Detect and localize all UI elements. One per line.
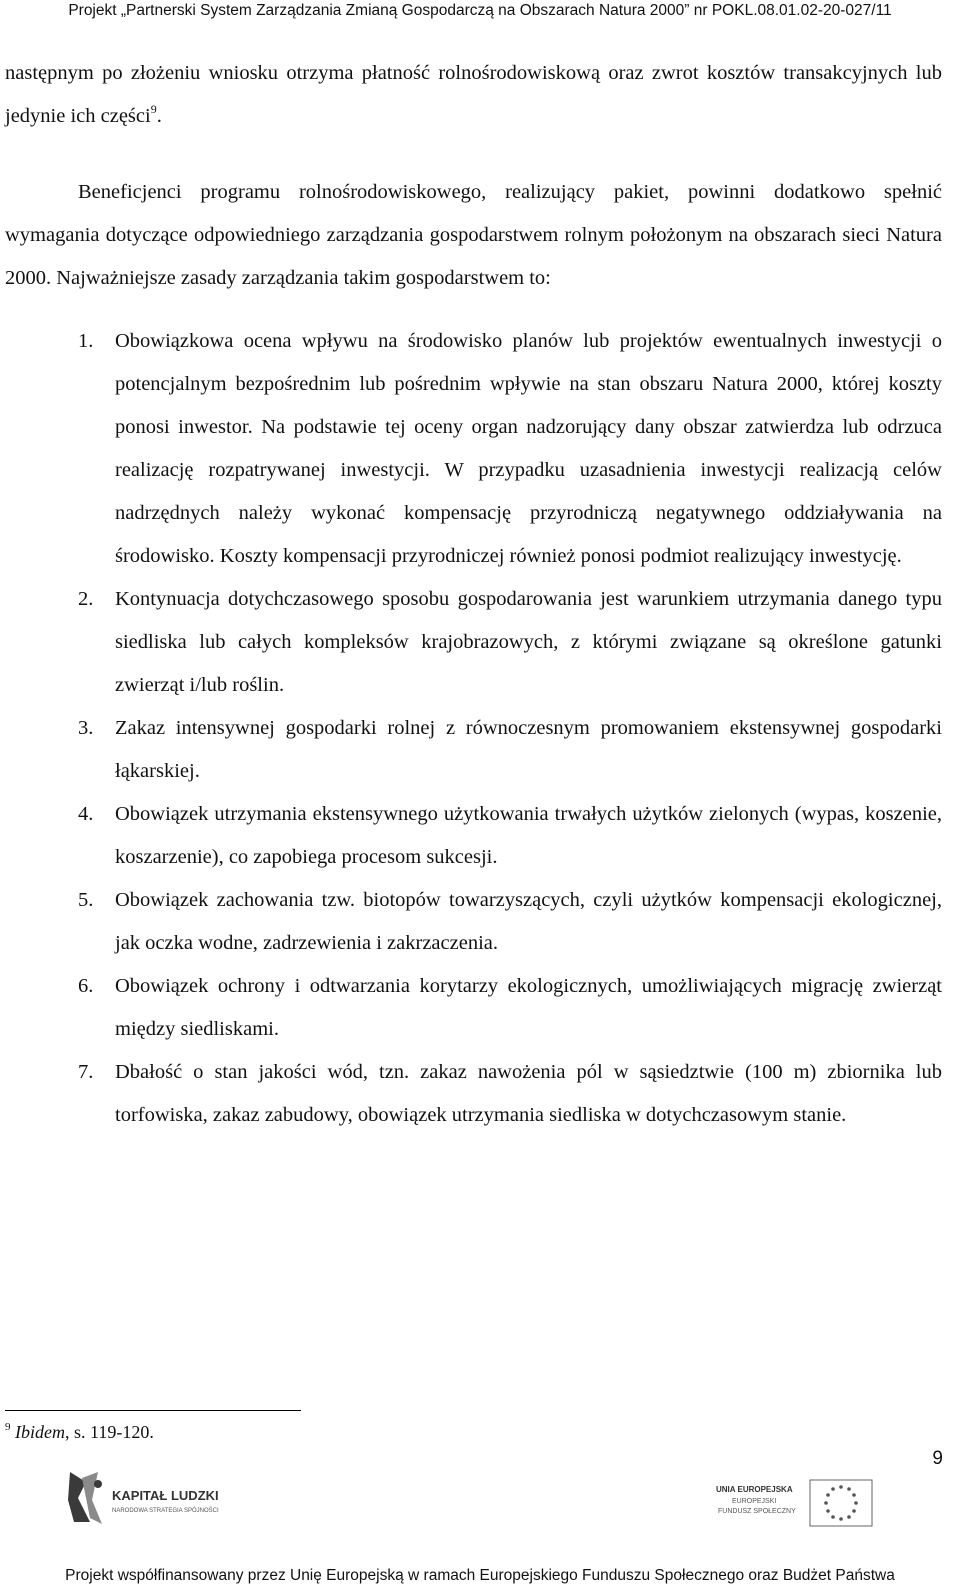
- footnote: [5, 1422, 154, 1443]
- kapital-ludzki-logo: [68, 1470, 238, 1526]
- paragraph-continuation: [5, 52, 942, 138]
- list-item-text: Obowiązkowa ocena wpływu na środowisko planów lub projektów ewentualnych inwestycji o potencjalnym bezpośrednim lub pośrednim wpływie na stan obszaru Natura 2000, której koszty ponosi inwestor. Na podstawie tej oceny organ nadzorujący dany obszar zatwierdza lub odrzuca realizację rozpatrywanej inwestycji. W przypadku uzasadnienia inwestycji realizacją celów nadrzędnych należy wykonać kompensację przyrodniczą negatywnego oddziaływania na środowisko. Koszty kompensacji przyrodniczej również ponosi podmiot realizujący inwestycję.: [115, 330, 942, 567]
- list-item: [5, 707, 942, 793]
- list-item: [5, 578, 942, 707]
- footnote-pages: , s. 119-120.: [64, 1422, 154, 1442]
- list-item: [5, 965, 942, 1051]
- list-item: [5, 879, 942, 965]
- unia-europejska-logo: [712, 1478, 878, 1530]
- list-item-text: Zakaz intensywnej gospodarki rolnej z równoczesnym promowaniem ekstensywnej gospodarki łąkarskiej.: [115, 717, 942, 782]
- list-item-number: 7.: [78, 1061, 94, 1083]
- page-header: Projekt „Partnerski System Zarządzania Zmianą Gospodarczą na Obszarach Natura 2000” nr POKL.08.01.02-20-027/11: [68, 2, 892, 19]
- list-item-number: 4.: [78, 803, 94, 825]
- list-item-number: 2.: [78, 588, 94, 610]
- list-item-number: 5.: [78, 889, 94, 911]
- management-rules-list: [5, 320, 942, 1137]
- eu-label-european: EUROPEJSKI: [732, 1498, 777, 1505]
- kapital-ludzki-subtitle: NARODOWA STRATEGIA SPÓJNOŚCI: [112, 1508, 219, 1514]
- page-number: 9: [932, 1448, 943, 1469]
- list-item: [5, 1051, 942, 1137]
- list-item-text: Obowiązek ochrony i odtwarzania korytarzy ekologicznych, umożliwiających migrację zwierząt między siedliskami.: [115, 975, 942, 1040]
- kapital-ludzki-title: KAPITAŁ LUDZKI: [112, 1488, 219, 1503]
- footnote-reference[interactable]: 9: [150, 102, 157, 116]
- paragraph-beneficiaries: Beneficjenci programu rolnośrodowiskowego, realizujący pakiet, powinni dodatkowo spełnić wymagania dotyczące odpowiedniego zarządzania gospodarstwem rolnym położonym na obszarach sieci Natura 2000. Najważniejsze zasady zarządzania takim gospodarstwem to:: [5, 181, 942, 289]
- list-item-number: 3.: [78, 717, 94, 739]
- list-item-text: Obowiązek utrzymania ekstensywnego użytkowania trwałych użytków zielonych (wypas, koszenie, koszarzenie), co zapobiega procesom sukcesji.: [115, 803, 942, 868]
- list-item: [5, 320, 942, 578]
- paragraph-period: .: [156, 105, 162, 127]
- eu-label-social-fund: FUNDUSZ SPOŁECZNY: [718, 1508, 796, 1515]
- list-item: [5, 793, 942, 879]
- paragraph-text: następnym po złożeniu wniosku otrzyma płatność rolnośrodowiskową oraz zwrot kosztów transakcyjnych lub jedynie ich części: [5, 62, 942, 127]
- eu-label-union: UNIA EUROPEJSKA: [716, 1485, 793, 1494]
- list-item-number: 6.: [78, 975, 94, 997]
- footnote-number: 9: [5, 1421, 11, 1433]
- list-item-number: 1.: [78, 330, 94, 352]
- page-footer: Projekt współfinansowany przez Unię Europejską w ramach Europejskiego Funduszu Społecznego oraz Budżet Państwa: [65, 1567, 895, 1584]
- list-item-text: Obowiązek zachowania tzw. biotopów towarzyszących, czyli użytków kompensacji ekologicznej, jak oczka wodne, zadrzewienia i zakrzaczenia.: [115, 889, 942, 954]
- list-item-text: Dbałość o stan jakości wód, tzn. zakaz nawożenia pól w sąsiedztwie (100 m) zbiornika lub torfowiska, zakaz zabudowy, obowiązek utrzymania siedliska w dotychczasowym stanie.: [115, 1061, 942, 1126]
- eu-stars-icon: [824, 1485, 858, 1521]
- footnote-source: Ibidem: [15, 1422, 65, 1442]
- list-item-text: Kontynuacja dotychczasowego sposobu gospodarowania jest warunkiem utrzymania danego typu siedliska lub całych kompleksów krajobrazowych, z którymi związane są określone gatunki zwierząt i/lub roślin.: [115, 588, 942, 696]
- footnote-separator: [5, 1410, 301, 1411]
